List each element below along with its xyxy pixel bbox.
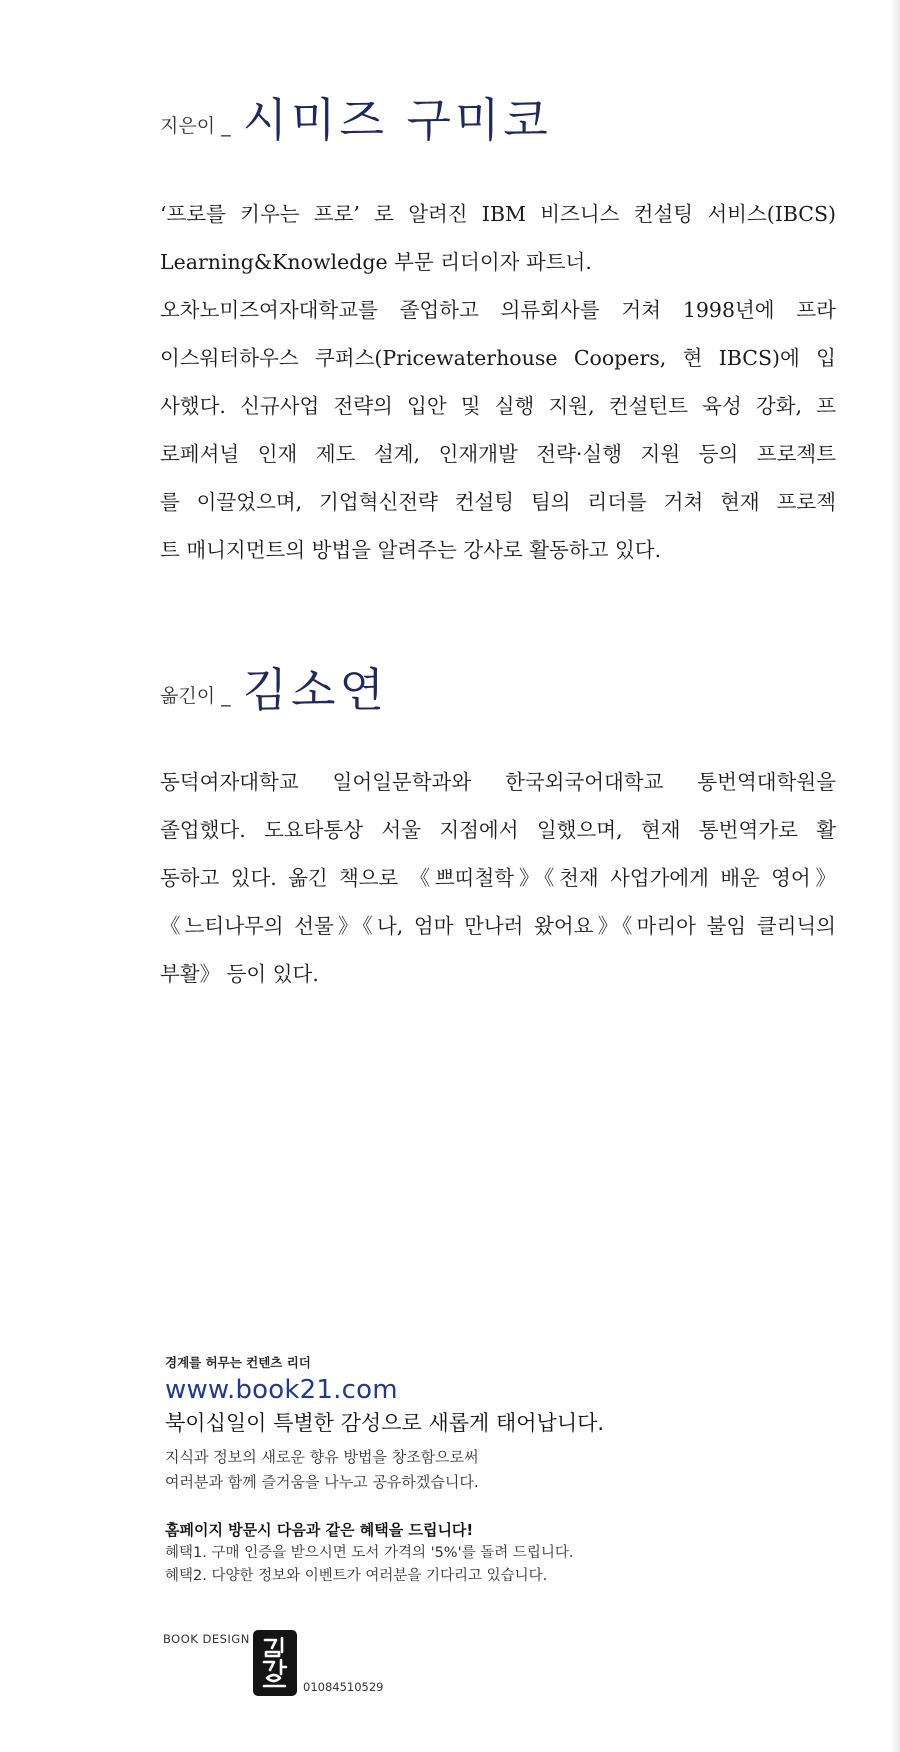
benefit-item: 혜택2. 다양한 정보와 이벤트가 여러분을 기다리고 있습니다. bbox=[165, 1568, 548, 1584]
publisher-tagline: 경계를 허무는 컨텐츠 리더 bbox=[165, 1355, 311, 1370]
author-bio-line: 이스워터하우스 쿠퍼스(Pricewaterhouse Coopers, 현 IBCS)에 입 bbox=[160, 346, 836, 370]
author-role-label: 지은이 _ bbox=[160, 115, 231, 137]
publisher-url[interactable]: www.book21.com bbox=[165, 1375, 398, 1405]
author-bio-line: 오차노미즈여자대학교를 졸업하고 의류회사를 거쳐 1998년에 프라 bbox=[160, 298, 836, 322]
publisher-info bbox=[165, 1353, 725, 1588]
translator-section bbox=[160, 654, 836, 998]
translator-bio-line: 《느티나무의 선물》《나, 엄마 만나러 왔어요》《마리아 불임 클리닉의 bbox=[160, 914, 836, 938]
author-bio-line: 로페셔널 인재 제도 설계, 인재개발 전략·실행 지원 등의 프로젝트 bbox=[160, 442, 836, 466]
translator-bio bbox=[160, 758, 836, 998]
publisher-desc-line: 지식과 정보의 새로운 향유 방법을 창조함으로써 bbox=[165, 1448, 479, 1466]
translator-bio-line: 부활》 등이 있다. bbox=[160, 962, 319, 986]
translator-name: 김소연 bbox=[242, 663, 388, 717]
benefit-title: 홈페이지 방문시 다음과 같은 혜택을 드립니다! bbox=[165, 1521, 474, 1539]
author-bio bbox=[160, 190, 836, 574]
translator-bio-line: 동하고 있다. 옮긴 책으로 《쁘띠철학》《천재 사업가에게 배운 영어》 bbox=[160, 866, 836, 890]
book-design-label: BOOK DESIGN bbox=[163, 1632, 250, 1646]
translator-heading bbox=[160, 654, 836, 720]
author-bio-line: ‘프로를 키우는 프로’ 로 알려진 IBM 비즈니스 컨설팅 서비스(IBCS) bbox=[160, 202, 836, 226]
book-flap-edge bbox=[890, 0, 900, 1752]
translator-bio-line: 졸업했다. 도요타통상 서울 지점에서 일했으며, 현재 통번역가로 활 bbox=[160, 818, 836, 842]
translator-role-label: 옮긴이 _ bbox=[160, 685, 231, 707]
benefit-item: 혜택1. 구매 인증을 받으시면 도서 가격의 '5%'를 돌려 드립니다. bbox=[165, 1545, 574, 1561]
author-bio-line: 트 매니지먼트의 방법을 알려주는 강사로 활동하고 있다. bbox=[160, 538, 662, 562]
author-bio-line: Learning&Knowledge 부문 리더이자 파트너. bbox=[160, 250, 592, 274]
author-bio-line: 사했다. 신규사업 전략의 입안 및 실행 지원, 컨설턴트 육성 강화, 프 bbox=[160, 394, 836, 418]
designer-phone: 01084510529 bbox=[303, 1680, 384, 1694]
author-section bbox=[160, 84, 836, 574]
author-heading bbox=[160, 84, 836, 150]
author-name: 시미즈 구미코 bbox=[242, 93, 552, 147]
publisher-headline: 북이십일이 특별한 감성으로 새롭게 태어납니다. bbox=[165, 1411, 605, 1435]
translator-bio-line: 동덕여자대학교 일어일문학과와 한국외국어대학교 통번역대학원을 bbox=[160, 770, 836, 794]
designer-seal-icon bbox=[253, 1630, 297, 1696]
author-bio-line: 를 이끌었으며, 기업혁신전략 컨설팅 팀의 리더를 거쳐 현재 프로젝 bbox=[160, 490, 836, 514]
publisher-desc-line: 여러분과 함께 즐거움을 나누고 공유하겠습니다. bbox=[165, 1473, 479, 1491]
